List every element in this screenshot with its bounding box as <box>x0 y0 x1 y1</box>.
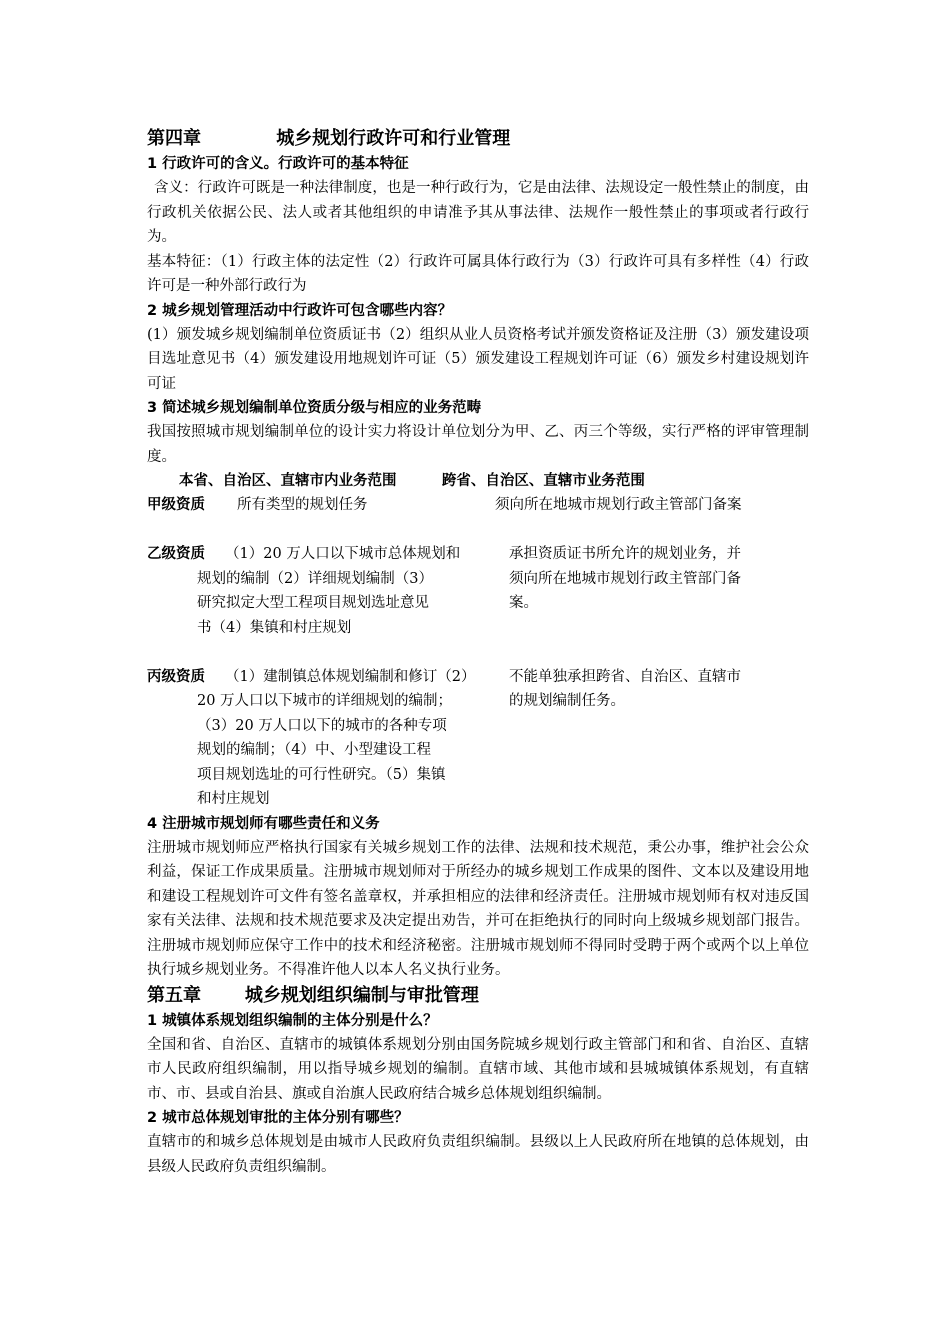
scope-line: 规划的编制（2）详细规划编制（3） <box>197 570 433 587</box>
grade-scope-local <box>197 665 481 812</box>
grade-scope-local: 所有类型的规划任务 <box>237 497 368 513</box>
qualification-row-c <box>147 665 809 812</box>
paragraph: 注册城市规划师应严格执行国家有关城乡规划工作的法律、法规和技术规范，秉公办事，维护社会公众利益，保证工作成果质量。注册城市规划师对于所经办的城乡规划工作成果的图件、文本以及建设用地和建设工程规划许可文件有签名盖章权，并承担相应的法律和经济责任。注册城市规划师有权对违反国家有关法律、法规和技术规范要求及决定提出劝告，并可在拒绝执行的同时向上级城乡规划部门报告。注册城市规划师应保守工作中的技术和经济秘密。注册城市规划师不得同时受聘于两个或两个以上单位执行城乡规划业务。不得准许他人以本人名义执行业务。 <box>147 839 809 978</box>
scope-line: 20 万人口以下城市的详细规划的编制； <box>197 693 453 709</box>
qualification-table-header: 本省、自治区、直辖市内业务范围 跨省、自治区、直辖市业务范围 <box>179 473 645 489</box>
scope-line: （1）20 万人口以下城市总体规划和 <box>225 546 461 562</box>
grade-label: 丙级资质 <box>147 668 205 685</box>
paragraph: 直辖市的和城乡总体规划是由城市人民政府负责组织编制。县级以上人民政府所在地镇的总体规划，由县级人民政府负责组织编制。 <box>147 1134 809 1175</box>
scope-line: 研究拟定大型工程项目规划选址意见 <box>197 595 429 611</box>
scope-line: 规划的编制；（4）中、小型建设工程 <box>197 742 431 758</box>
question-heading: 4 注册城市规划师有哪些责任和义务 <box>147 815 380 832</box>
scope-line: 书（4）集镇和村庄规划 <box>197 619 352 636</box>
grade-scope-local <box>197 542 481 640</box>
grade-label: 甲级资质 <box>147 497 205 513</box>
scope-line: 不能单独承担跨省、自治区、直辖市 <box>509 668 741 685</box>
paragraph: 全国和省、自治区、直辖市的城镇体系规划分别由国务院城乡规划行政主管部门和和省、自治区、直辖市人民政府组织编制，用以指导城乡规划的编制。直辖市域、其他市域和县城城镇体系规划，有直辖市、市、县或自治县、旗或自治旗人民政府结合城乡总体规划组织编制。 <box>147 1036 809 1102</box>
scope-line: 项目规划选址的可行性研究。（5）集镇 <box>197 766 446 783</box>
scope-line: （1）建制镇总体规划编制和修订（2） <box>225 668 476 685</box>
question-heading: 1 行政许可的含义。行政许可的基本特征 <box>147 156 409 172</box>
question-heading: 2 城乡规划管理活动中行政许可包含哪些内容？ <box>147 302 453 319</box>
grade-scope-cross <box>481 542 809 640</box>
paragraph: 我国按照城市规划编制单位的设计实力将设计单位划分为甲、乙、丙三个等级，实行严格的评审管理制度。 <box>147 424 809 465</box>
qualification-row-a <box>147 493 809 518</box>
paragraph: 基本特征：（1）行政主体的法定性（2）行政许可属具体行政行为（3）行政许可具有多样性（4）行政许可是一种外部行政行为 <box>147 253 809 294</box>
scope-line: 和村庄规划 <box>197 791 270 807</box>
grade-scope-cross: 须向所在地城市规划行政主管部门备案 <box>495 497 742 513</box>
question-heading: 1 城镇体系规划组织编制的主体分别是什么？ <box>147 1012 438 1029</box>
grade-label: 乙级资质 <box>147 546 205 562</box>
scope-line: 须向所在地城市规划行政主管部门备 <box>509 570 741 587</box>
paragraph: (1）颁发城乡规划编制单位资质证书（2）组织从业人员资格考试并颁发资格证及注册（3）颁发建设项目选址意见书（4）颁发建设用地规划许可证（5）颁发建设工程规划许可证（6）颁发乡村建设规划许可证 <box>147 326 809 392</box>
scope-line: 承担资质证书所允许的规划业务，并 <box>509 546 741 562</box>
scope-line: 案。 <box>509 595 538 611</box>
question-heading: 2 城市总体规划审批的主体分别有哪些？ <box>147 1110 409 1126</box>
document-page <box>147 126 809 1179</box>
chapter-5-title: 第五章 城乡规划组织编制与审批管理 <box>147 984 479 1006</box>
paragraph: 含义：行政许可既是一种法律制度，也是一种行政行为，它是由法律、法规设定一般性禁止的制度，由行政机关依据公民、法人或者其他组织的申请准予其从事法律、法规作一般性禁止的事项或者行政行为。 <box>147 180 809 245</box>
scope-line: （3）20 万人口以下的城市的各种专项 <box>197 717 447 734</box>
qualification-row-b <box>147 542 809 640</box>
grade-scope-cross <box>481 665 809 812</box>
question-heading: 3 简述城乡规划编制单位资质分级与相应的业务范畴 <box>147 400 482 416</box>
chapter-4-title: 第四章 城乡规划行政许可和行业管理 <box>147 128 511 149</box>
scope-line: 的规划编制任务。 <box>509 693 625 709</box>
